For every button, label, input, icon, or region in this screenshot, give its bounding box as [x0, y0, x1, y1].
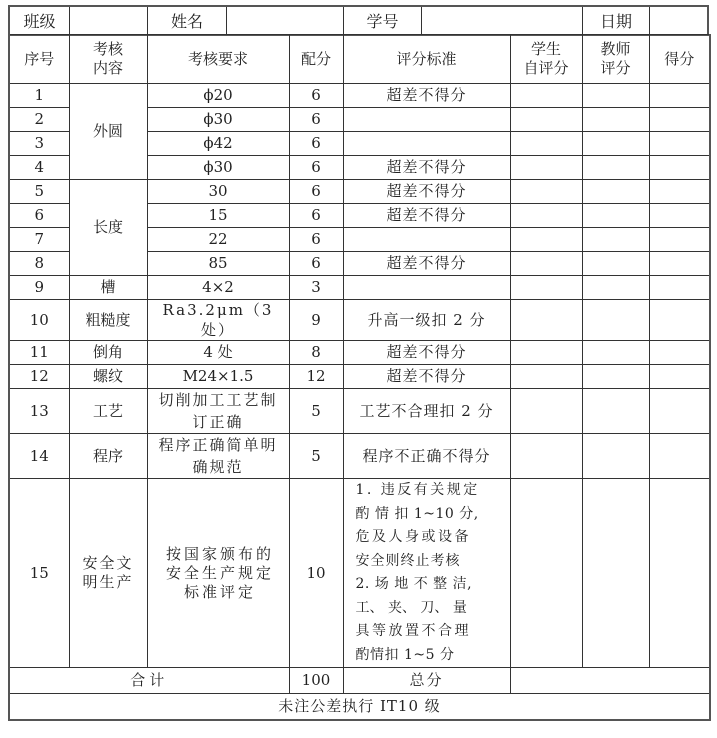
score-cell[interactable] — [649, 156, 710, 180]
header-criteria: 评分标准 — [343, 35, 510, 84]
self-score-cell[interactable] — [510, 389, 582, 434]
criteria-line: 危及人身或设备 — [355, 529, 471, 545]
row-requirement: 4 处 — [147, 341, 289, 365]
header-teacher-score — [582, 35, 649, 84]
row-requirement: 85 — [147, 252, 289, 276]
row-criteria: 工艺不合理扣 2 分 — [343, 389, 510, 434]
teacher-score-cell[interactable] — [582, 479, 649, 668]
header-self-line2: 自评分 — [523, 59, 569, 77]
row-no: 15 — [9, 479, 69, 668]
row-points: 8 — [289, 341, 343, 365]
teacher-score-cell[interactable] — [582, 276, 649, 300]
teacher-score-cell[interactable] — [582, 434, 649, 479]
row-requirement: 按国家颁布的安全生产规定标准评定 — [147, 479, 289, 668]
score-cell[interactable] — [649, 180, 710, 204]
row-criteria-multiline — [343, 479, 510, 668]
row-criteria: 升高一级扣 2 分 — [343, 300, 510, 341]
row-no: 12 — [9, 365, 69, 389]
teacher-score-cell[interactable] — [582, 341, 649, 365]
header-no: 序号 — [9, 35, 69, 84]
score-cell[interactable] — [649, 341, 710, 365]
score-cell[interactable] — [649, 108, 710, 132]
row-criteria — [343, 108, 510, 132]
row-no: 14 — [9, 434, 69, 479]
table-row — [9, 365, 710, 389]
total-label: 合计 — [9, 668, 289, 694]
self-score-cell[interactable] — [510, 276, 582, 300]
row-requirement: ϕ20 — [147, 84, 289, 108]
row-points: 6 — [289, 156, 343, 180]
row-no: 9 — [9, 276, 69, 300]
total-row — [9, 668, 710, 694]
score-cell[interactable] — [649, 389, 710, 434]
header-requirement: 考核要求 — [147, 35, 289, 84]
row-criteria — [343, 276, 510, 300]
score-cell[interactable] — [649, 132, 710, 156]
student-id-input[interactable] — [422, 7, 583, 34]
score-cell[interactable] — [649, 252, 710, 276]
teacher-score-cell[interactable] — [582, 252, 649, 276]
score-cell[interactable] — [649, 228, 710, 252]
score-cell[interactable] — [649, 479, 710, 668]
row-points: 12 — [289, 365, 343, 389]
row-no: 13 — [9, 389, 69, 434]
score-cell[interactable] — [649, 204, 710, 228]
total-score-field[interactable] — [510, 668, 710, 694]
row-content: 粗糙度 — [69, 300, 147, 341]
class-input[interactable] — [70, 7, 148, 34]
row-requirement: 切削加工工艺制订正确 — [147, 389, 289, 434]
row-criteria: 程序不正确不得分 — [343, 434, 510, 479]
row-content-group: 外圆 — [69, 84, 147, 180]
row-no: 8 — [9, 252, 69, 276]
class-label-cell — [10, 7, 70, 34]
criteria-line: 酌情扣 1~5 分 — [355, 646, 455, 663]
criteria-line: 安全则终止考核 — [355, 552, 461, 569]
row-points: 9 — [289, 300, 343, 341]
row-requirement: 4×2 — [147, 276, 289, 300]
table-row — [9, 180, 710, 204]
row-no: 5 — [9, 180, 69, 204]
row-criteria: 超差不得分 — [343, 365, 510, 389]
row-no: 7 — [9, 228, 69, 252]
row-requirement: M24×1.5 — [147, 365, 289, 389]
header-teacher-line2: 评分 — [600, 59, 631, 77]
row-points: 5 — [289, 434, 343, 479]
row-content: 倒角 — [69, 341, 147, 365]
self-score-cell[interactable] — [510, 108, 582, 132]
row-points: 6 — [289, 228, 343, 252]
self-score-cell[interactable] — [510, 479, 582, 668]
row-requirement: 30 — [147, 180, 289, 204]
score-cell[interactable] — [649, 434, 710, 479]
header-score: 得分 — [649, 35, 710, 84]
teacher-score-cell[interactable] — [582, 365, 649, 389]
row-requirement: ϕ30 — [147, 108, 289, 132]
score-table — [8, 34, 711, 721]
row-criteria: 超差不得分 — [343, 84, 510, 108]
self-score-cell[interactable] — [510, 132, 582, 156]
header-self-line1: 学生 — [530, 40, 561, 58]
row-criteria: 超差不得分 — [343, 156, 510, 180]
row-criteria — [343, 228, 510, 252]
row-content: 工艺 — [69, 389, 147, 434]
self-score-cell[interactable] — [510, 341, 582, 365]
row-content: 安全文明生产 — [69, 479, 147, 668]
row-content-group: 长度 — [69, 180, 147, 276]
teacher-score-cell[interactable] — [582, 204, 649, 228]
row-criteria: 超差不得分 — [343, 341, 510, 365]
table-row — [9, 276, 710, 300]
header-content-line2: 内容 — [92, 59, 123, 77]
row-content: 槽 — [69, 276, 147, 300]
score-cell[interactable] — [649, 276, 710, 300]
self-score-cell[interactable] — [510, 365, 582, 389]
score-cell[interactable] — [649, 365, 710, 389]
criteria-line: 工、 夹、 刀、 量 — [355, 599, 467, 616]
score-cell[interactable] — [649, 300, 710, 341]
teacher-score-cell[interactable] — [582, 180, 649, 204]
name-label-text: 姓名 — [170, 12, 203, 31]
row-criteria — [343, 132, 510, 156]
row-points: 3 — [289, 276, 343, 300]
row-points: 6 — [289, 84, 343, 108]
row-no: 3 — [9, 132, 69, 156]
teacher-score-cell[interactable] — [582, 156, 649, 180]
teacher-score-cell[interactable] — [582, 389, 649, 434]
row-criteria: 超差不得分 — [343, 252, 510, 276]
self-score-cell[interactable] — [510, 252, 582, 276]
info-row-overlay — [8, 5, 709, 36]
total-score-label: 总分 — [343, 668, 510, 694]
name-input[interactable] — [227, 7, 344, 34]
table-row — [9, 434, 710, 479]
row-criteria: 超差不得分 — [343, 180, 510, 204]
table-row — [9, 389, 710, 434]
row-no: 1 — [9, 84, 69, 108]
self-score-cell[interactable] — [510, 204, 582, 228]
table-row — [9, 84, 710, 108]
self-score-cell[interactable] — [510, 180, 582, 204]
row-requirement: 15 — [147, 204, 289, 228]
name-label-box — [148, 7, 227, 34]
row-requirement: ϕ42 — [147, 132, 289, 156]
row-points: 6 — [289, 108, 343, 132]
score-cell[interactable] — [649, 84, 710, 108]
table-row — [9, 300, 710, 341]
row-no: 4 — [9, 156, 69, 180]
row-no: 11 — [9, 341, 69, 365]
student-id-label-box — [344, 7, 422, 34]
header-self-score — [510, 35, 582, 84]
date-label-text: 日期 — [599, 12, 632, 31]
row-requirement: ϕ30 — [147, 156, 289, 180]
header-points: 配分 — [289, 35, 343, 84]
table-row — [9, 341, 710, 365]
class-label-text: 班级 — [23, 12, 56, 31]
date-label-box — [583, 7, 650, 34]
header-content — [69, 35, 147, 84]
criteria-line: 具等放置不合理 — [355, 623, 471, 639]
student-id-label-text: 学号 — [366, 12, 399, 31]
criteria-line: 1. 违反有关规定 — [355, 482, 480, 498]
row-points: 10 — [289, 479, 343, 668]
self-score-cell[interactable] — [510, 156, 582, 180]
row-points: 6 — [289, 180, 343, 204]
self-score-cell[interactable] — [510, 434, 582, 479]
footer-note: 未注公差执行 IT10 级 — [9, 694, 710, 721]
self-score-cell[interactable] — [510, 84, 582, 108]
header-content-line1: 考核 — [92, 40, 123, 58]
row-requirement: Ra3.2μm（3处） — [147, 300, 289, 341]
row-criteria: 超差不得分 — [343, 204, 510, 228]
row-content: 程序 — [69, 434, 147, 479]
teacher-score-cell[interactable] — [582, 108, 649, 132]
criteria-line: 酌 情 扣 1~10 分, — [355, 505, 479, 522]
teacher-score-cell[interactable] — [582, 228, 649, 252]
footer-row — [9, 694, 710, 721]
row-points: 5 — [289, 389, 343, 434]
header-row — [9, 35, 710, 84]
row-content: 螺纹 — [69, 365, 147, 389]
teacher-score-cell[interactable] — [582, 132, 649, 156]
self-score-cell[interactable] — [510, 300, 582, 341]
row-points: 6 — [289, 132, 343, 156]
teacher-score-cell[interactable] — [582, 300, 649, 341]
teacher-score-cell[interactable] — [582, 84, 649, 108]
row-requirement: 22 — [147, 228, 289, 252]
row-requirement: 程序正确简单明确规范 — [147, 434, 289, 479]
row-no: 2 — [9, 108, 69, 132]
criteria-line: 2. 场 地 不 整 洁, — [355, 576, 473, 592]
table-row — [9, 479, 710, 668]
header-teacher-line1: 教师 — [600, 40, 631, 58]
total-points: 100 — [289, 668, 343, 694]
row-no: 10 — [9, 300, 69, 341]
row-points: 6 — [289, 252, 343, 276]
row-no: 6 — [9, 204, 69, 228]
self-score-cell[interactable] — [510, 228, 582, 252]
row-points: 6 — [289, 204, 343, 228]
date-input[interactable] — [650, 7, 707, 34]
